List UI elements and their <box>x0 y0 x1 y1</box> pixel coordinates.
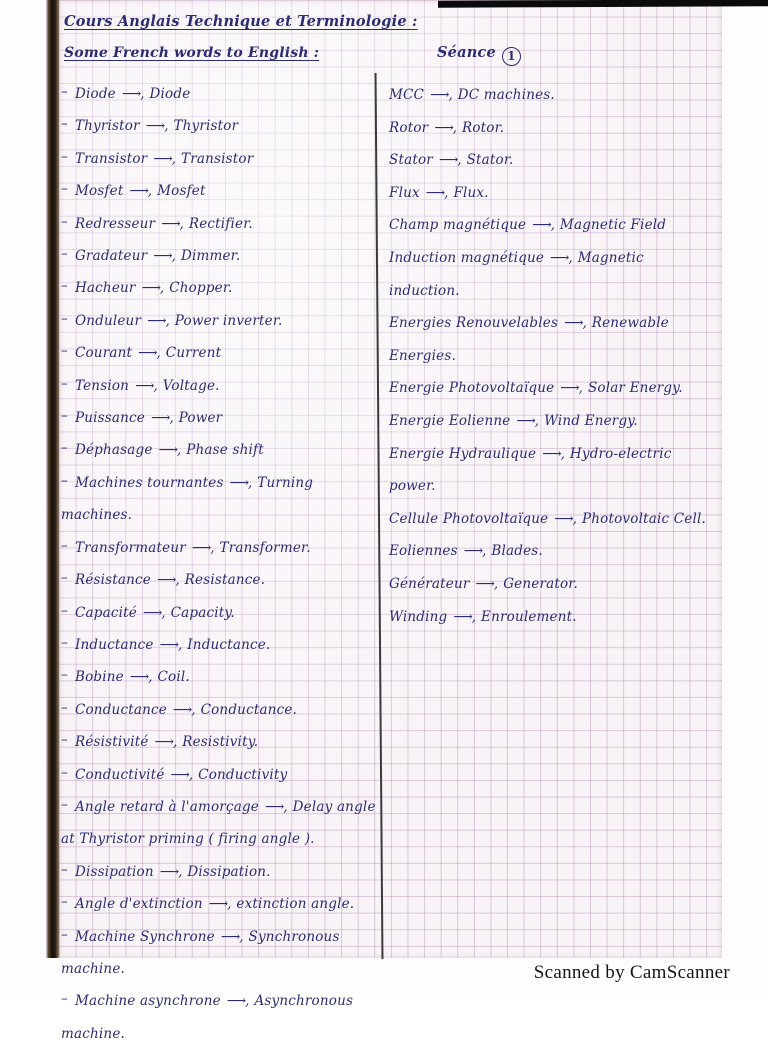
vocab-row <box>61 370 381 402</box>
arrow-glyph: ⟶, <box>550 249 572 266</box>
french-term: Transistor <box>74 150 148 167</box>
arrow-glyph: ⟶, <box>147 312 169 329</box>
french-term: Rotor <box>389 119 429 136</box>
arrow-glyph: ⟶, <box>135 377 157 394</box>
entry-dash: – <box>61 440 68 457</box>
french-term: Stator <box>389 152 433 169</box>
french-term: Cellule Photovoltaïque <box>389 510 549 527</box>
french-term: Angle retard à l'amorçage <box>74 798 259 815</box>
vocab-row <box>389 79 719 112</box>
english-term: Renewable Energies. <box>389 315 669 364</box>
vocab-row <box>389 112 719 145</box>
english-term: Blades. <box>491 543 543 560</box>
french-term: Déphasage <box>74 442 153 459</box>
vocab-row <box>61 759 381 791</box>
session-label: Séance <box>437 44 496 61</box>
arrow-glyph: ⟶, <box>554 510 576 527</box>
french-term: Hacheur <box>74 280 136 297</box>
english-term: Chopper. <box>169 280 233 297</box>
session-heading <box>437 44 521 66</box>
entry-dash: – <box>61 537 68 554</box>
arrow-glyph: ⟶, <box>264 798 287 815</box>
english-term: Enroulement. <box>481 608 577 625</box>
french-term: Diode <box>74 86 116 102</box>
english-term: Phase shift <box>186 442 264 459</box>
french-term: Gradateur <box>74 248 148 265</box>
english-term: Transistor <box>181 150 254 167</box>
arrow-glyph: ⟶, <box>121 86 144 102</box>
french-term: Winding <box>389 608 448 625</box>
english-term: Hydro-electric power. <box>389 445 672 495</box>
entry-dash: – <box>61 310 68 327</box>
arrow-glyph: ⟶, <box>475 575 498 592</box>
entry-dash: – <box>61 894 68 911</box>
arrow-glyph: ⟶, <box>129 183 152 200</box>
vocab-row <box>389 177 719 210</box>
french-term: Machines tournantes <box>74 474 224 491</box>
french-term: MCC <box>389 87 425 103</box>
entry-dash: – <box>61 278 68 295</box>
arrow-glyph: ⟶, <box>542 445 564 462</box>
french-term: Energie Hydraulique <box>389 445 537 462</box>
vocab-row <box>61 629 381 661</box>
vocab-row <box>61 337 381 369</box>
english-term: Dimmer. <box>180 248 241 265</box>
french-term: Transformateur <box>74 539 186 556</box>
french-term: Bobine <box>74 669 124 686</box>
entry-dash: – <box>61 116 68 133</box>
vocab-row <box>61 272 381 304</box>
vocab-row <box>61 434 381 466</box>
english-term: Transformer. <box>219 539 311 556</box>
vocab-row <box>61 143 381 175</box>
english-term: Photovoltaic Cell. <box>581 510 706 527</box>
arrow-glyph: ⟶, <box>141 280 164 297</box>
french-term: Courant <box>74 345 133 362</box>
vocab-row <box>61 726 381 758</box>
entry-dash: – <box>61 667 68 684</box>
english-term: Synchronous machine. <box>61 928 340 977</box>
english-term: Diode <box>149 86 191 102</box>
english-term: Rotor. <box>461 119 505 136</box>
vocab-row <box>61 240 381 272</box>
french-term: Résistance <box>74 572 151 589</box>
entry-dash: – <box>61 991 68 1008</box>
arrow-glyph: ⟶, <box>208 896 231 913</box>
vocab-row <box>61 791 381 856</box>
entry-dash: – <box>61 408 68 425</box>
vocab-row <box>389 568 719 601</box>
right-vocab-column <box>389 79 719 633</box>
entry-dash: – <box>61 699 68 716</box>
left-vocab-column <box>61 78 381 1050</box>
french-term: Inductance <box>74 636 154 653</box>
english-term: Stator. <box>466 152 514 169</box>
english-term: Thyristor <box>173 118 239 135</box>
english-term: Current <box>165 345 222 362</box>
english-term: Power <box>178 410 223 427</box>
english-term: Solar Energy. <box>587 380 683 397</box>
english-term: Resistance. <box>184 572 266 589</box>
arrow-glyph: ⟶, <box>434 119 456 136</box>
english-term: Rectifier. <box>188 215 253 232</box>
french-term: Conductivité <box>74 766 165 783</box>
entry-dash: – <box>61 764 68 781</box>
french-term: Conductance <box>74 701 167 718</box>
vocab-row <box>389 438 719 503</box>
vocab-row <box>389 209 719 242</box>
vocab-row <box>61 208 381 240</box>
english-term: Conductance. <box>200 701 298 718</box>
arrow-glyph: ⟶, <box>453 608 476 625</box>
french-term: Energies Renouvelables <box>389 315 559 332</box>
arrow-glyph: ⟶, <box>157 572 179 589</box>
vocab-row <box>61 856 381 888</box>
vocab-row <box>61 175 381 207</box>
french-term: Redresseur <box>74 215 156 232</box>
page-title: Cours Anglais Technique et Terminologie : <box>64 13 418 30</box>
arrow-glyph: ⟶, <box>564 315 586 332</box>
entry-dash: – <box>61 634 68 651</box>
vocab-row <box>389 503 719 536</box>
arrow-glyph: ⟶, <box>161 215 183 232</box>
arrow-glyph: ⟶, <box>159 863 182 880</box>
arrow-glyph: ⟶, <box>138 345 160 362</box>
arrow-glyph: ⟶, <box>145 118 168 135</box>
arrow-glyph: ⟶, <box>172 701 195 718</box>
vocab-row <box>61 564 381 596</box>
french-term: Résistivité <box>74 734 149 751</box>
vocab-row <box>389 405 719 438</box>
english-term: Asynchronous machine. <box>61 993 354 1042</box>
arrow-glyph: ⟶, <box>220 928 243 945</box>
arrow-glyph: ⟶, <box>170 766 193 783</box>
arrow-glyph: ⟶, <box>129 669 152 686</box>
french-term: Induction magnétique <box>389 249 545 266</box>
vocab-row <box>389 307 719 372</box>
vocab-row <box>61 78 381 110</box>
french-term: Tension <box>74 377 130 394</box>
entry-dash: – <box>61 926 68 943</box>
entry-dash: – <box>61 246 68 263</box>
vocab-row <box>61 467 381 532</box>
notebook-torn-edge <box>46 0 59 958</box>
english-term: Wind Energy. <box>544 412 638 429</box>
vocab-row <box>61 402 381 434</box>
french-term: Générateur <box>389 575 470 592</box>
entry-dash: – <box>61 375 68 392</box>
english-term: Power inverter. <box>174 312 283 329</box>
entry-dash: – <box>61 472 68 489</box>
french-term: Mosfet <box>74 183 124 200</box>
vocab-row <box>61 110 381 142</box>
arrow-glyph: ⟶, <box>142 604 165 621</box>
french-term: Onduleur <box>74 312 142 329</box>
page-subtitle: Some French words to English : <box>64 45 320 61</box>
entry-dash: – <box>61 732 68 749</box>
arrow-glyph: ⟶, <box>532 217 554 234</box>
english-term: Mosfet <box>157 183 206 200</box>
french-term: Flux <box>389 184 420 201</box>
arrow-glyph: ⟶, <box>191 539 214 556</box>
vocab-row <box>61 921 381 986</box>
french-term: Capacité <box>74 604 137 621</box>
french-term: Eoliennes <box>389 543 458 560</box>
english-term: DC machines. <box>457 87 555 103</box>
english-term: Magnetic Field <box>559 217 667 234</box>
camscanner-watermark: Scanned by CamScanner <box>533 962 730 983</box>
entry-dash: – <box>61 181 68 198</box>
arrow-glyph: ⟶, <box>229 474 252 491</box>
arrow-glyph: ⟶, <box>154 734 177 751</box>
entry-dash: – <box>61 213 68 230</box>
english-term: Inductance. <box>187 636 271 653</box>
arrow-glyph: ⟶, <box>153 248 175 265</box>
vocab-row <box>389 144 719 177</box>
english-term: Magnetic induction. <box>389 249 644 299</box>
english-term: Coil. <box>157 669 190 686</box>
english-term: Delay angle at Thyristor priming ( firing angle ). <box>61 798 376 848</box>
arrow-glyph: ⟶, <box>438 152 461 169</box>
vocab-row <box>61 597 381 629</box>
vocab-row <box>389 372 719 405</box>
english-term: Turning machines. <box>61 474 314 524</box>
french-term: Thyristor <box>74 118 140 135</box>
arrow-glyph: ⟶, <box>560 380 582 397</box>
vocab-row <box>389 242 719 307</box>
english-term: Voltage. <box>162 377 220 394</box>
entry-dash: – <box>61 570 68 587</box>
french-term: Energie Eolienne <box>389 412 511 429</box>
entry-dash: – <box>61 343 68 360</box>
english-term: Capacity. <box>170 604 235 621</box>
french-term: Angle d'extinction <box>74 896 203 913</box>
vocab-row <box>61 305 381 337</box>
vocab-row <box>61 532 381 564</box>
arrow-glyph: ⟶, <box>463 543 486 560</box>
arrow-glyph: ⟶, <box>153 150 175 167</box>
english-term: Resistivity. <box>182 734 259 751</box>
entry-dash: – <box>61 861 68 878</box>
arrow-glyph: ⟶, <box>159 636 182 653</box>
arrow-glyph: ⟶, <box>425 184 448 201</box>
entry-dash: – <box>61 84 68 100</box>
entry-dash: – <box>61 796 68 813</box>
english-term: Flux. <box>453 184 489 201</box>
arrow-glyph: ⟶, <box>158 442 181 459</box>
english-term: Generator. <box>503 575 578 592</box>
french-term: Champ magnétique <box>389 217 527 234</box>
vocab-row <box>389 535 719 568</box>
english-term: extinction angle. <box>236 896 355 913</box>
french-term: Dissipation <box>74 863 154 880</box>
circled-session-number: 1 <box>502 47 521 66</box>
french-term: Energie Photovoltaïque <box>389 380 555 397</box>
vocab-row <box>61 694 381 726</box>
arrow-glyph: ⟶, <box>151 410 173 427</box>
entry-dash: – <box>61 602 68 619</box>
english-term: Conductivity <box>198 766 288 783</box>
vocab-row <box>61 985 381 1050</box>
arrow-glyph: ⟶, <box>430 87 452 103</box>
french-term: Puissance <box>74 410 145 427</box>
vocab-row <box>389 601 719 634</box>
vocab-row <box>61 888 381 920</box>
arrow-glyph: ⟶, <box>516 412 539 429</box>
english-term: Dissipation. <box>187 863 271 880</box>
arrow-glyph: ⟶, <box>226 993 249 1010</box>
vocab-row <box>61 661 381 693</box>
french-term: Machine Synchrone <box>74 928 215 945</box>
french-term: Machine asynchrone <box>74 993 221 1010</box>
entry-dash: – <box>61 148 68 165</box>
